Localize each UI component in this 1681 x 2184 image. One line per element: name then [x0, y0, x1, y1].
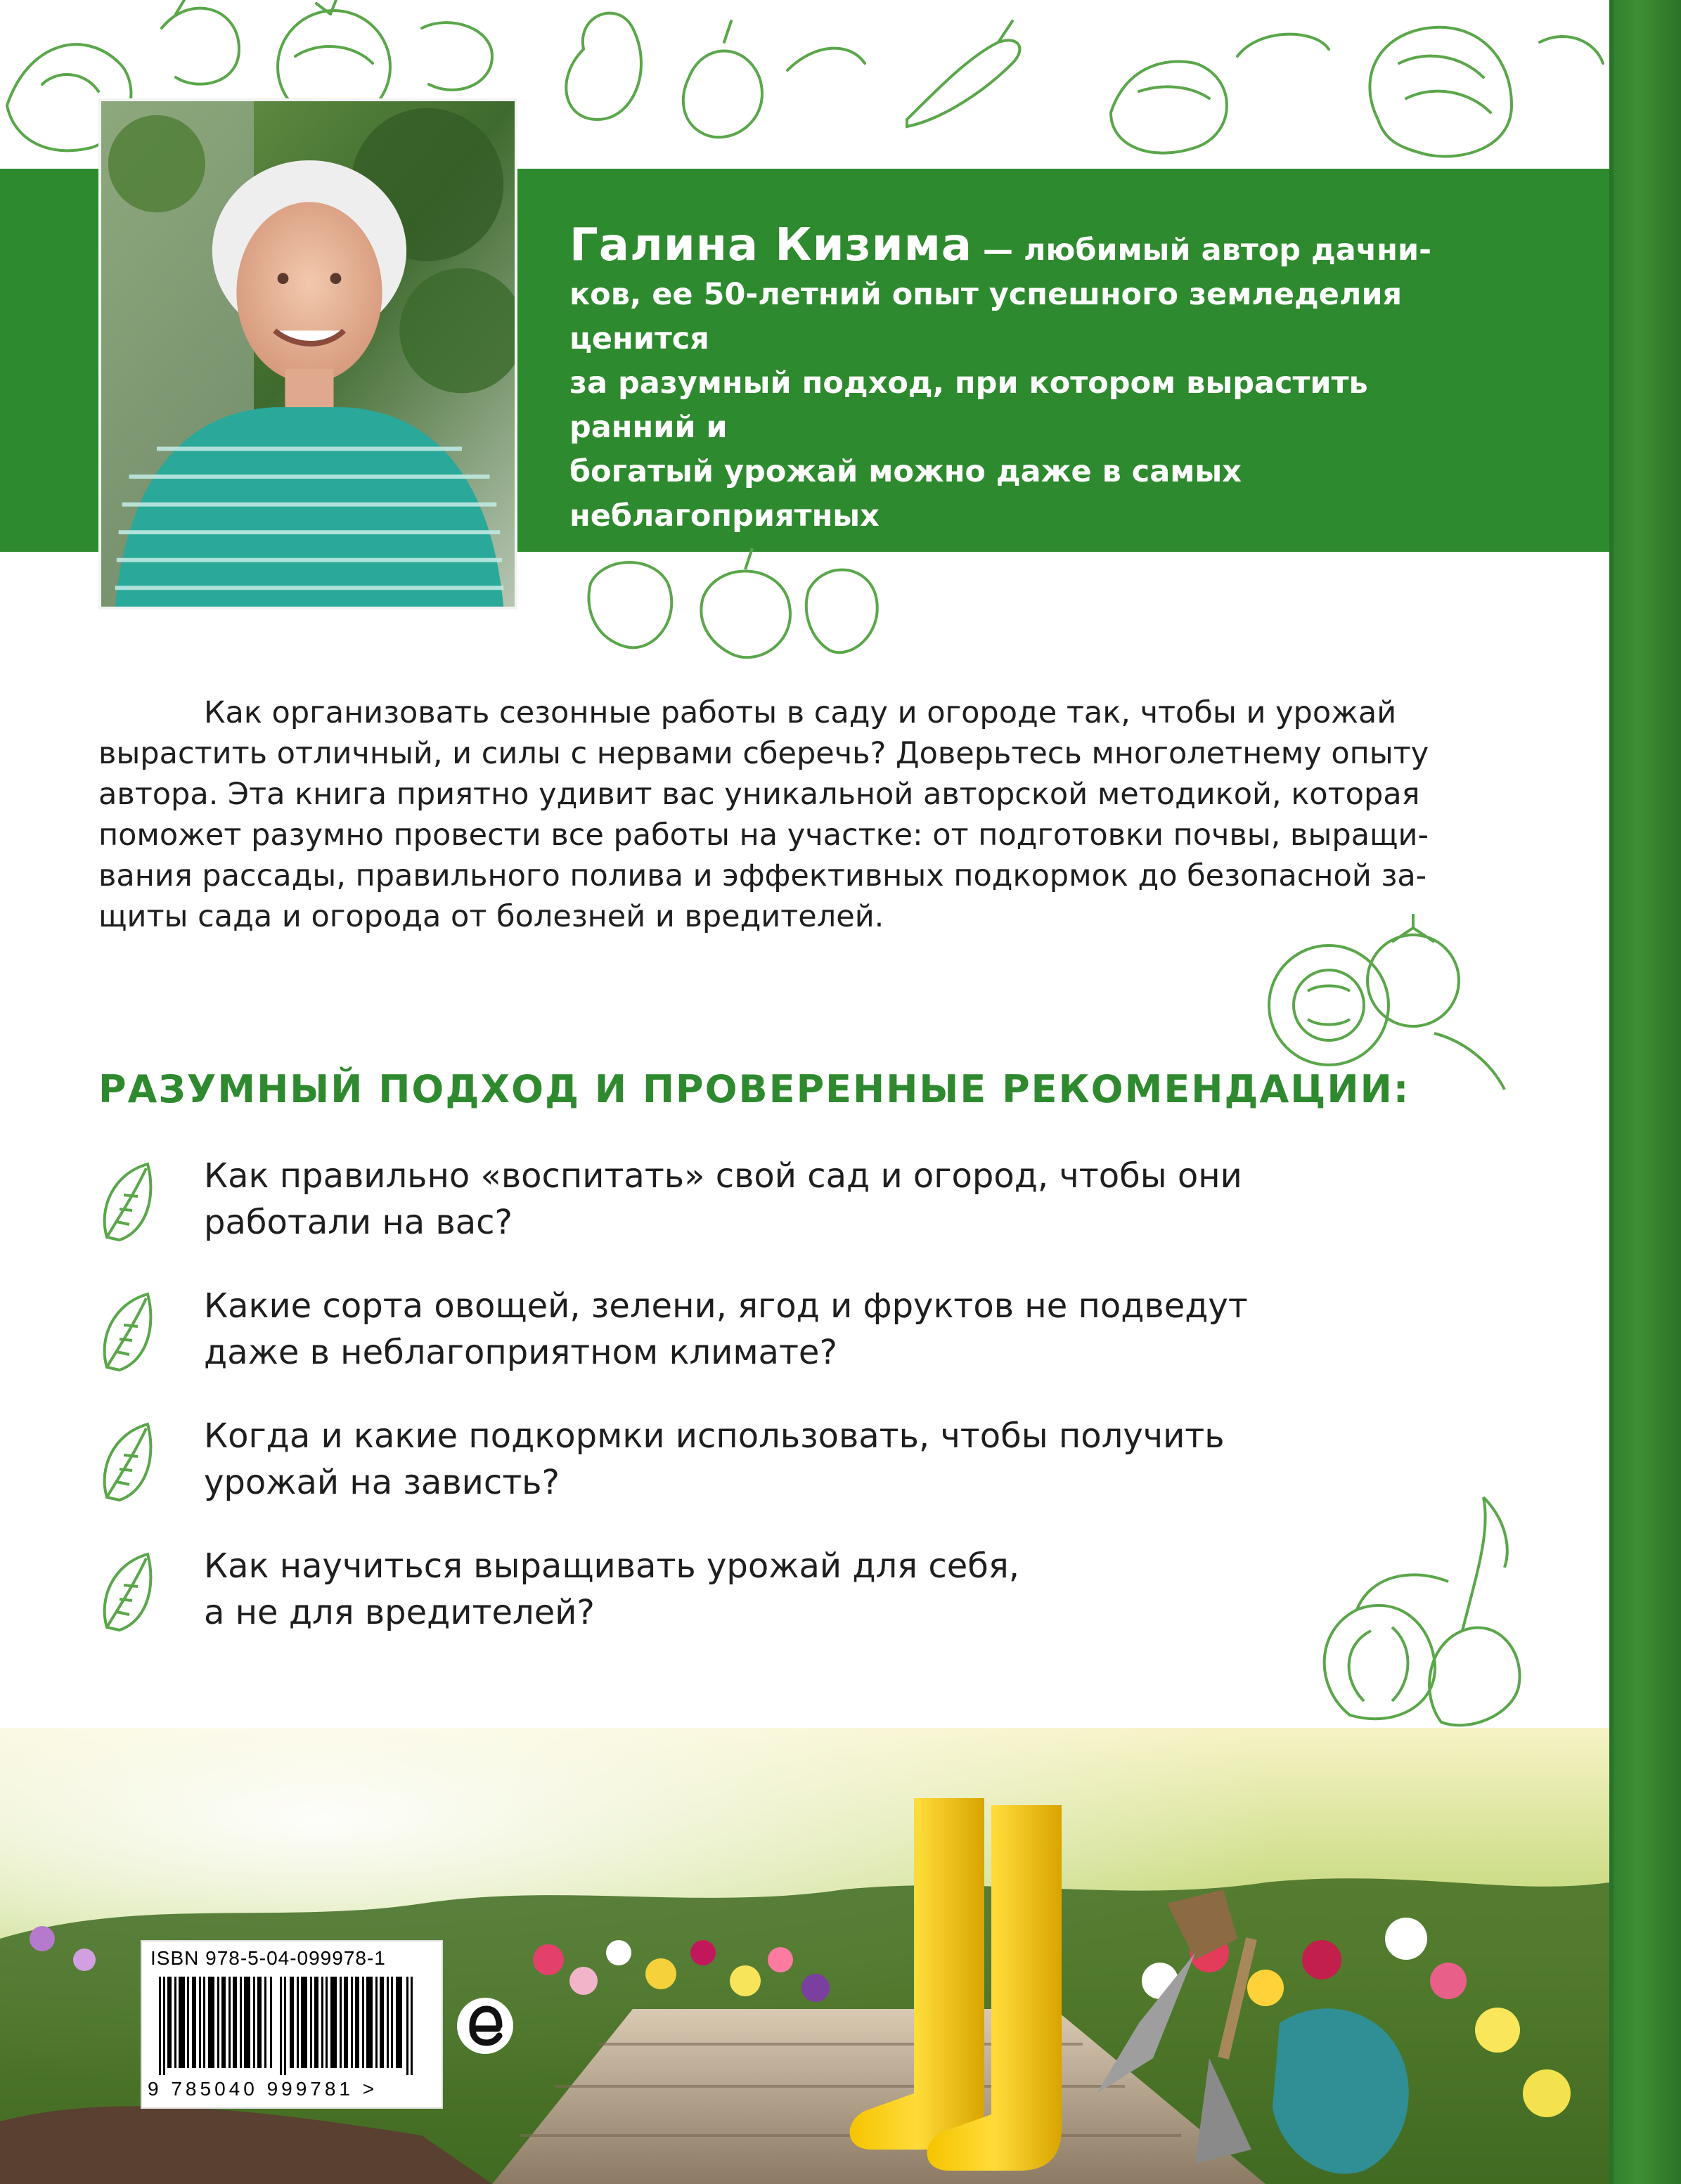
- rec-line-1: Как правильно «воспитать» свой сад и огород, чтобы они: [204, 1156, 1242, 1196]
- barcode-digits: 9 785040 999781 >: [148, 2078, 378, 2100]
- intro-line-4: поможет разумно провести все работы на участке: от подготовки почвы, выращи-: [98, 818, 1429, 853]
- leaf-icon: [98, 1550, 156, 1637]
- isbn-label: ISBN 978-5-04-099978-1: [150, 1947, 386, 1969]
- bio-line-2: ков, ее 50-летний опыт успешного земледелия ценится: [569, 277, 1403, 356]
- intro-line-6: щиты сада и огорода от болезней и вредителей.: [98, 899, 884, 934]
- rec-line-1: Когда и какие подкормки использовать, чтобы получить: [204, 1416, 1225, 1456]
- rec-line-2: даже в неблагоприятном климате?: [204, 1333, 837, 1372]
- author-name: Галина Кизима: [569, 219, 973, 271]
- section-heading: РАЗУМНЫЙ ПОДХОД И ПРОВЕРЕННЫЕ РЕКОМЕНДАЦИИ:: [98, 1067, 1410, 1111]
- recommendation-text: [204, 1543, 1399, 1636]
- rec-line-1: Какие сорта овощей, зелени, ягод и фруктов не подведут: [204, 1286, 1248, 1326]
- author-photo: [98, 98, 517, 609]
- cover-spine: [1609, 0, 1681, 2184]
- pepper-sketches: [577, 541, 886, 668]
- leaf-icon: [98, 1290, 156, 1377]
- rec-line-2: урожай на зависть?: [204, 1463, 560, 1502]
- intro-line-1: Как организовать сезонные работы в саду и огороде так, чтобы и урожай: [204, 695, 1397, 730]
- book-description: [98, 692, 1483, 937]
- rec-line-2: а не для вредителей?: [204, 1593, 595, 1632]
- rec-line-2: работали на вас?: [204, 1203, 513, 1242]
- intro-line-3: автора. Эта книга приятно удивит вас уникальной авторской методикой, которая: [98, 777, 1420, 812]
- recommendation-text: [204, 1153, 1399, 1246]
- barcode: [159, 1977, 426, 2075]
- intro-line-2: вырастить отличный, и силы с нервами сберечь? Доверьтесь многолетнему опыту: [98, 736, 1429, 771]
- publisher-logo-icon: [457, 1998, 513, 2054]
- list-item: [98, 1413, 1364, 1532]
- rec-line-1: Как научиться выращивать урожай для себя,: [204, 1546, 1019, 1586]
- recommendation-text: [204, 1413, 1399, 1506]
- list-item: [98, 1543, 1364, 1662]
- list-item: [98, 1153, 1364, 1272]
- bio-line-4: богатый урожай можно даже в самых неблагоприятных: [569, 454, 1242, 534]
- leaf-icon: [98, 1160, 156, 1247]
- onion-sketch: [1308, 1490, 1533, 1729]
- leaf-icon: [98, 1420, 156, 1507]
- isbn-block: [141, 1940, 443, 2109]
- bio-line-3: за разумный подход, при котором вырастить ранний и: [569, 366, 1368, 445]
- bio-line-1: — любимый автор дачни-: [983, 233, 1431, 268]
- recommendation-text: [204, 1283, 1399, 1376]
- bio-line-5: условиях, сэкономив при этом силы, время и деньги!: [569, 543, 1359, 622]
- list-item: [98, 1283, 1364, 1402]
- intro-line-5: вания рассады, правильного полива и эффективных подкормок до безопасной за-: [98, 858, 1427, 893]
